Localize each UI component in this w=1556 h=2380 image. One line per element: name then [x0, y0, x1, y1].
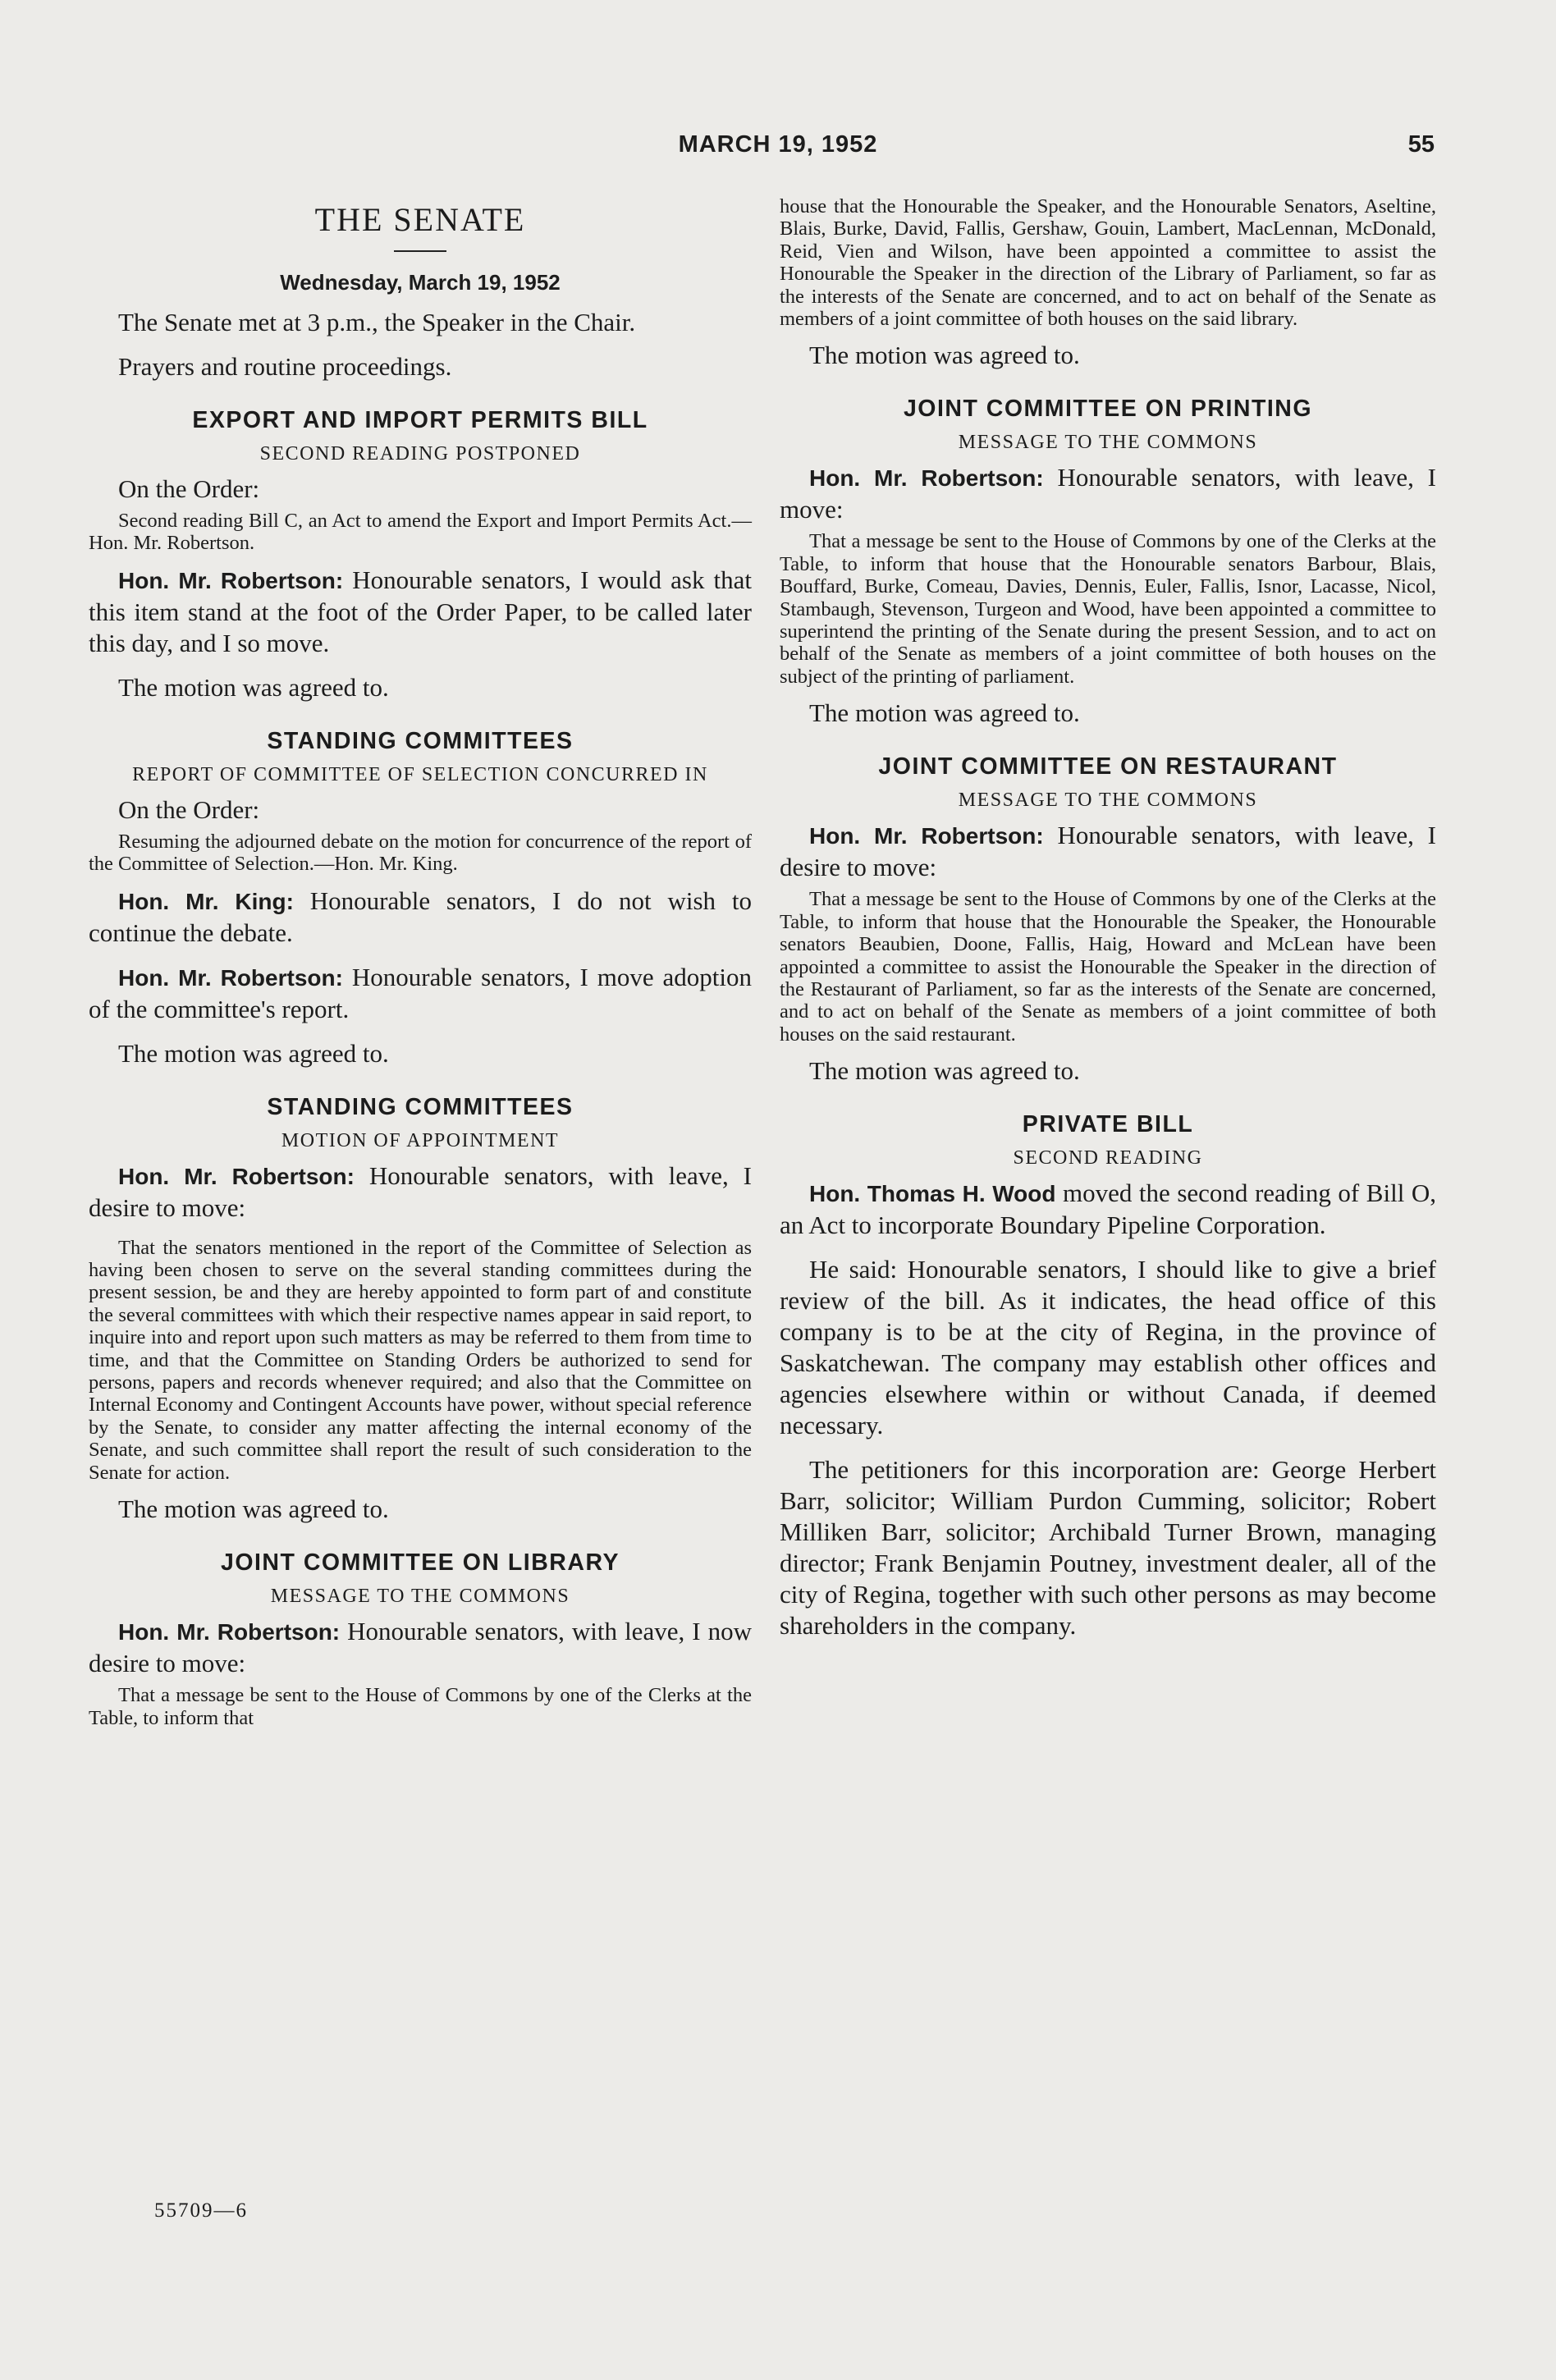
title-rule: [394, 250, 446, 252]
speech-text: Honourable senators, with leave, I desire to move:: [89, 1160, 752, 1222]
motion-text: That a message be sent to the House of Commons by one of the Clerks at the Table, to inform that: [89, 1684, 752, 1729]
header-date: MARCH 19, 1952: [678, 131, 878, 158]
speech-text: Honourable senators, I would ask that this item stand at the foot of the Order Paper, to be called later this day, and I so move.: [89, 565, 753, 657]
order-text: Resuming the adjourned debate on the motion for concurrence of the report of the Committee of Selection.—Hon. Mr. King.: [89, 830, 752, 876]
section-subheading: MOTION OF APPOINTMENT: [281, 1129, 560, 1151]
speech-text: Honourable senators, with leave, I now desire to move:: [89, 1617, 752, 1678]
motion-text: That the senators mentioned in the report of the Committee of Selection as having been chosen to serve on the several standing committees during the present session, be and they are hereby appointed to form part of and constitute the several committees with which their respective names appear in said report, to inquire into and report upon such matters as may be referred to them from time to time, and that the Committee on Standing Orders be authorized to send for persons, papers and records whenever required; and also that the Committee on Internal Economy and Contingent Accounts have power, without special reference by the Senate, to consider any matter affecting the internal economy of the Senate, and such committee shall report the result of such consideration to the Senate for action.: [89, 1236, 752, 1484]
speech-paragraph: [780, 462, 1436, 525]
speaker-name: Hon. Mr. King:: [118, 888, 294, 914]
speech-paragraph: [89, 886, 752, 949]
section-subheading: MESSAGE TO THE COMMONS: [270, 1586, 570, 1608]
speaker-name: Hon. Mr. Robertson:: [809, 823, 1044, 849]
section-heading: STANDING COMMITTEES: [267, 727, 574, 754]
section-heading: JOINT COMMITTEE ON PRINTING: [903, 396, 1313, 423]
speech-paragraph: [780, 820, 1436, 883]
motion-text: That a message be sent to the House of Commons by one of the Clerks at the Table, to inform that house that the Honourable the Speaker, the Honourable senators Beaubien, Doone, Fallis, Haig, Howard and McLean have been appointed a committee to assist the Honourable the Speaker in the direction of the Restaurant of Parliament, so far as the interests of the Senate are concerned, and to act on behalf of the Senate as members of a joint committee of both houses on the said restaurant.: [780, 888, 1436, 1046]
prayers-paragraph: Prayers and routine proceedings.: [118, 352, 452, 381]
speaker-name: Hon. Mr. Robertson:: [809, 465, 1044, 492]
speaker-name: Hon. Thomas H. Wood: [809, 1181, 1056, 1207]
opening-paragraph: The Senate met at 3 p.m., the Speaker in the Chair.: [118, 308, 636, 336]
speech-text: Honourable senators, I move adoption of the committee's report.: [89, 962, 753, 1023]
speech-paragraph: [89, 565, 752, 659]
motion-agreed: The motion was agreed to.: [118, 1494, 389, 1524]
running-head: [0, 131, 1556, 167]
speech-paragraph: [89, 962, 752, 1025]
order-label: On the Order:: [118, 794, 260, 824]
speech-paragraph: [89, 1160, 752, 1224]
motion-agreed: The motion was agreed to.: [809, 1056, 1080, 1086]
section-subheading: REPORT OF COMMITTEE OF SELECTION CONCURRED IN: [132, 763, 708, 785]
speaker-name: Hon. Mr. Robertson:: [118, 1163, 355, 1189]
senate-title: THE SENATE: [314, 201, 526, 238]
motion-agreed: The motion was agreed to.: [118, 672, 389, 702]
speaker-name: Hon. Mr. Robertson:: [118, 964, 343, 991]
order-text: Second reading Bill C, an Act to amend the Export and Import Permits Act.—Hon. Mr. Robertson.: [89, 510, 752, 555]
left-column: [89, 195, 752, 1739]
right-column: [780, 195, 1436, 1655]
speaker-name: Hon. Mr. Robertson:: [118, 1619, 341, 1645]
section-heading: STANDING COMMITTEES: [267, 1093, 574, 1120]
order-label: On the Order:: [118, 474, 260, 503]
speech-text: Honourable senators, I do not wish to continue the debate.: [89, 886, 752, 947]
motion-agreed: The motion was agreed to.: [809, 341, 1080, 370]
speech-paragraph: [89, 1616, 752, 1679]
motion-agreed: The motion was agreed to.: [809, 698, 1080, 728]
motion-agreed: The motion was agreed to.: [118, 1038, 389, 1068]
section-subheading: MESSAGE TO THE COMMONS: [958, 790, 1258, 812]
section-subheading: SECOND READING POSTPONED: [259, 443, 581, 465]
section-subheading: SECOND READING: [1013, 1147, 1203, 1169]
motion-text-continued: house that the Honourable the Speaker, and the Honourable Senators, Aseltine, Blais, Burke, David, Fallis, Gershaw, Gouin, Lambert, MacLennan, McDonald, Reid, Vien and Wilson, have been appointed a committee to assist the Honourable the Speaker in the direction of the Library of Parliament, so far as the interests of the Senate are concerned, and to act on behalf of the Senate as members of a joint committee of both houses on the said library.: [780, 195, 1436, 331]
sitting-date: Wednesday, March 19, 1952: [280, 270, 561, 295]
speech-text: Honourable senators, with leave, I move:: [780, 463, 1436, 524]
speech-paragraph: The petitioners for this incorporation are: George Herbert Barr, solicitor; William Purdon Cumming, solicitor; Robert Milliken Barr, solicitor; Archibald Turner Brown, managing director; Frank Benjamin Poutney, investment dealer, all of the city of Regina, together with such other persons as may become shareholders in the company.: [780, 1455, 1436, 1641]
section-heading: JOINT COMMITTEE ON LIBRARY: [220, 1549, 620, 1577]
section-heading: EXPORT AND IMPORT PERMITS BILL: [192, 407, 648, 433]
page-number: 55: [1407, 131, 1435, 158]
speech-paragraph: He said: Honourable senators, I should like to give a brief review of the bill. As it indicates, the head office of this company is to be at the city of Regina, in the province of Saskatchewan. The company may establish other offices and agencies elsewhere within or without Canada, if deemed necessary.: [780, 1255, 1436, 1440]
speech-paragraph: [780, 1178, 1436, 1241]
section-heading: JOINT COMMITTEE ON RESTAURANT: [878, 753, 1338, 780]
motion-text: That a message be sent to the House of Commons by one of the Clerks at the Table, to inform that house that the Honourable senators Barbour, Blais, Bouffard, Burke, Comeau, Davies, Dennis, Euler, Fallis, Isnor, Lacasse, Nicol, Stambaugh, Stevenson, Turgeon and Wood, have been appointed a committee to superintend the printing of the Senate during the present Session, and to act on behalf of the Senate as members of a joint committee of both houses on the subject of the printing of parliament.: [780, 530, 1436, 688]
speaker-name: Hon. Mr. Robertson:: [118, 567, 344, 593]
section-heading: PRIVATE BILL: [1022, 1111, 1194, 1138]
section-subheading: MESSAGE TO THE COMMONS: [958, 432, 1258, 454]
signature-footer: 55709—6: [154, 2199, 248, 2222]
speech-text: moved the second reading of Bill O, an Act to incorporate Boundary Pipeline Corporation.: [780, 1179, 1436, 1240]
speech-text: Honourable senators, with leave, I desire to move:: [780, 821, 1436, 882]
